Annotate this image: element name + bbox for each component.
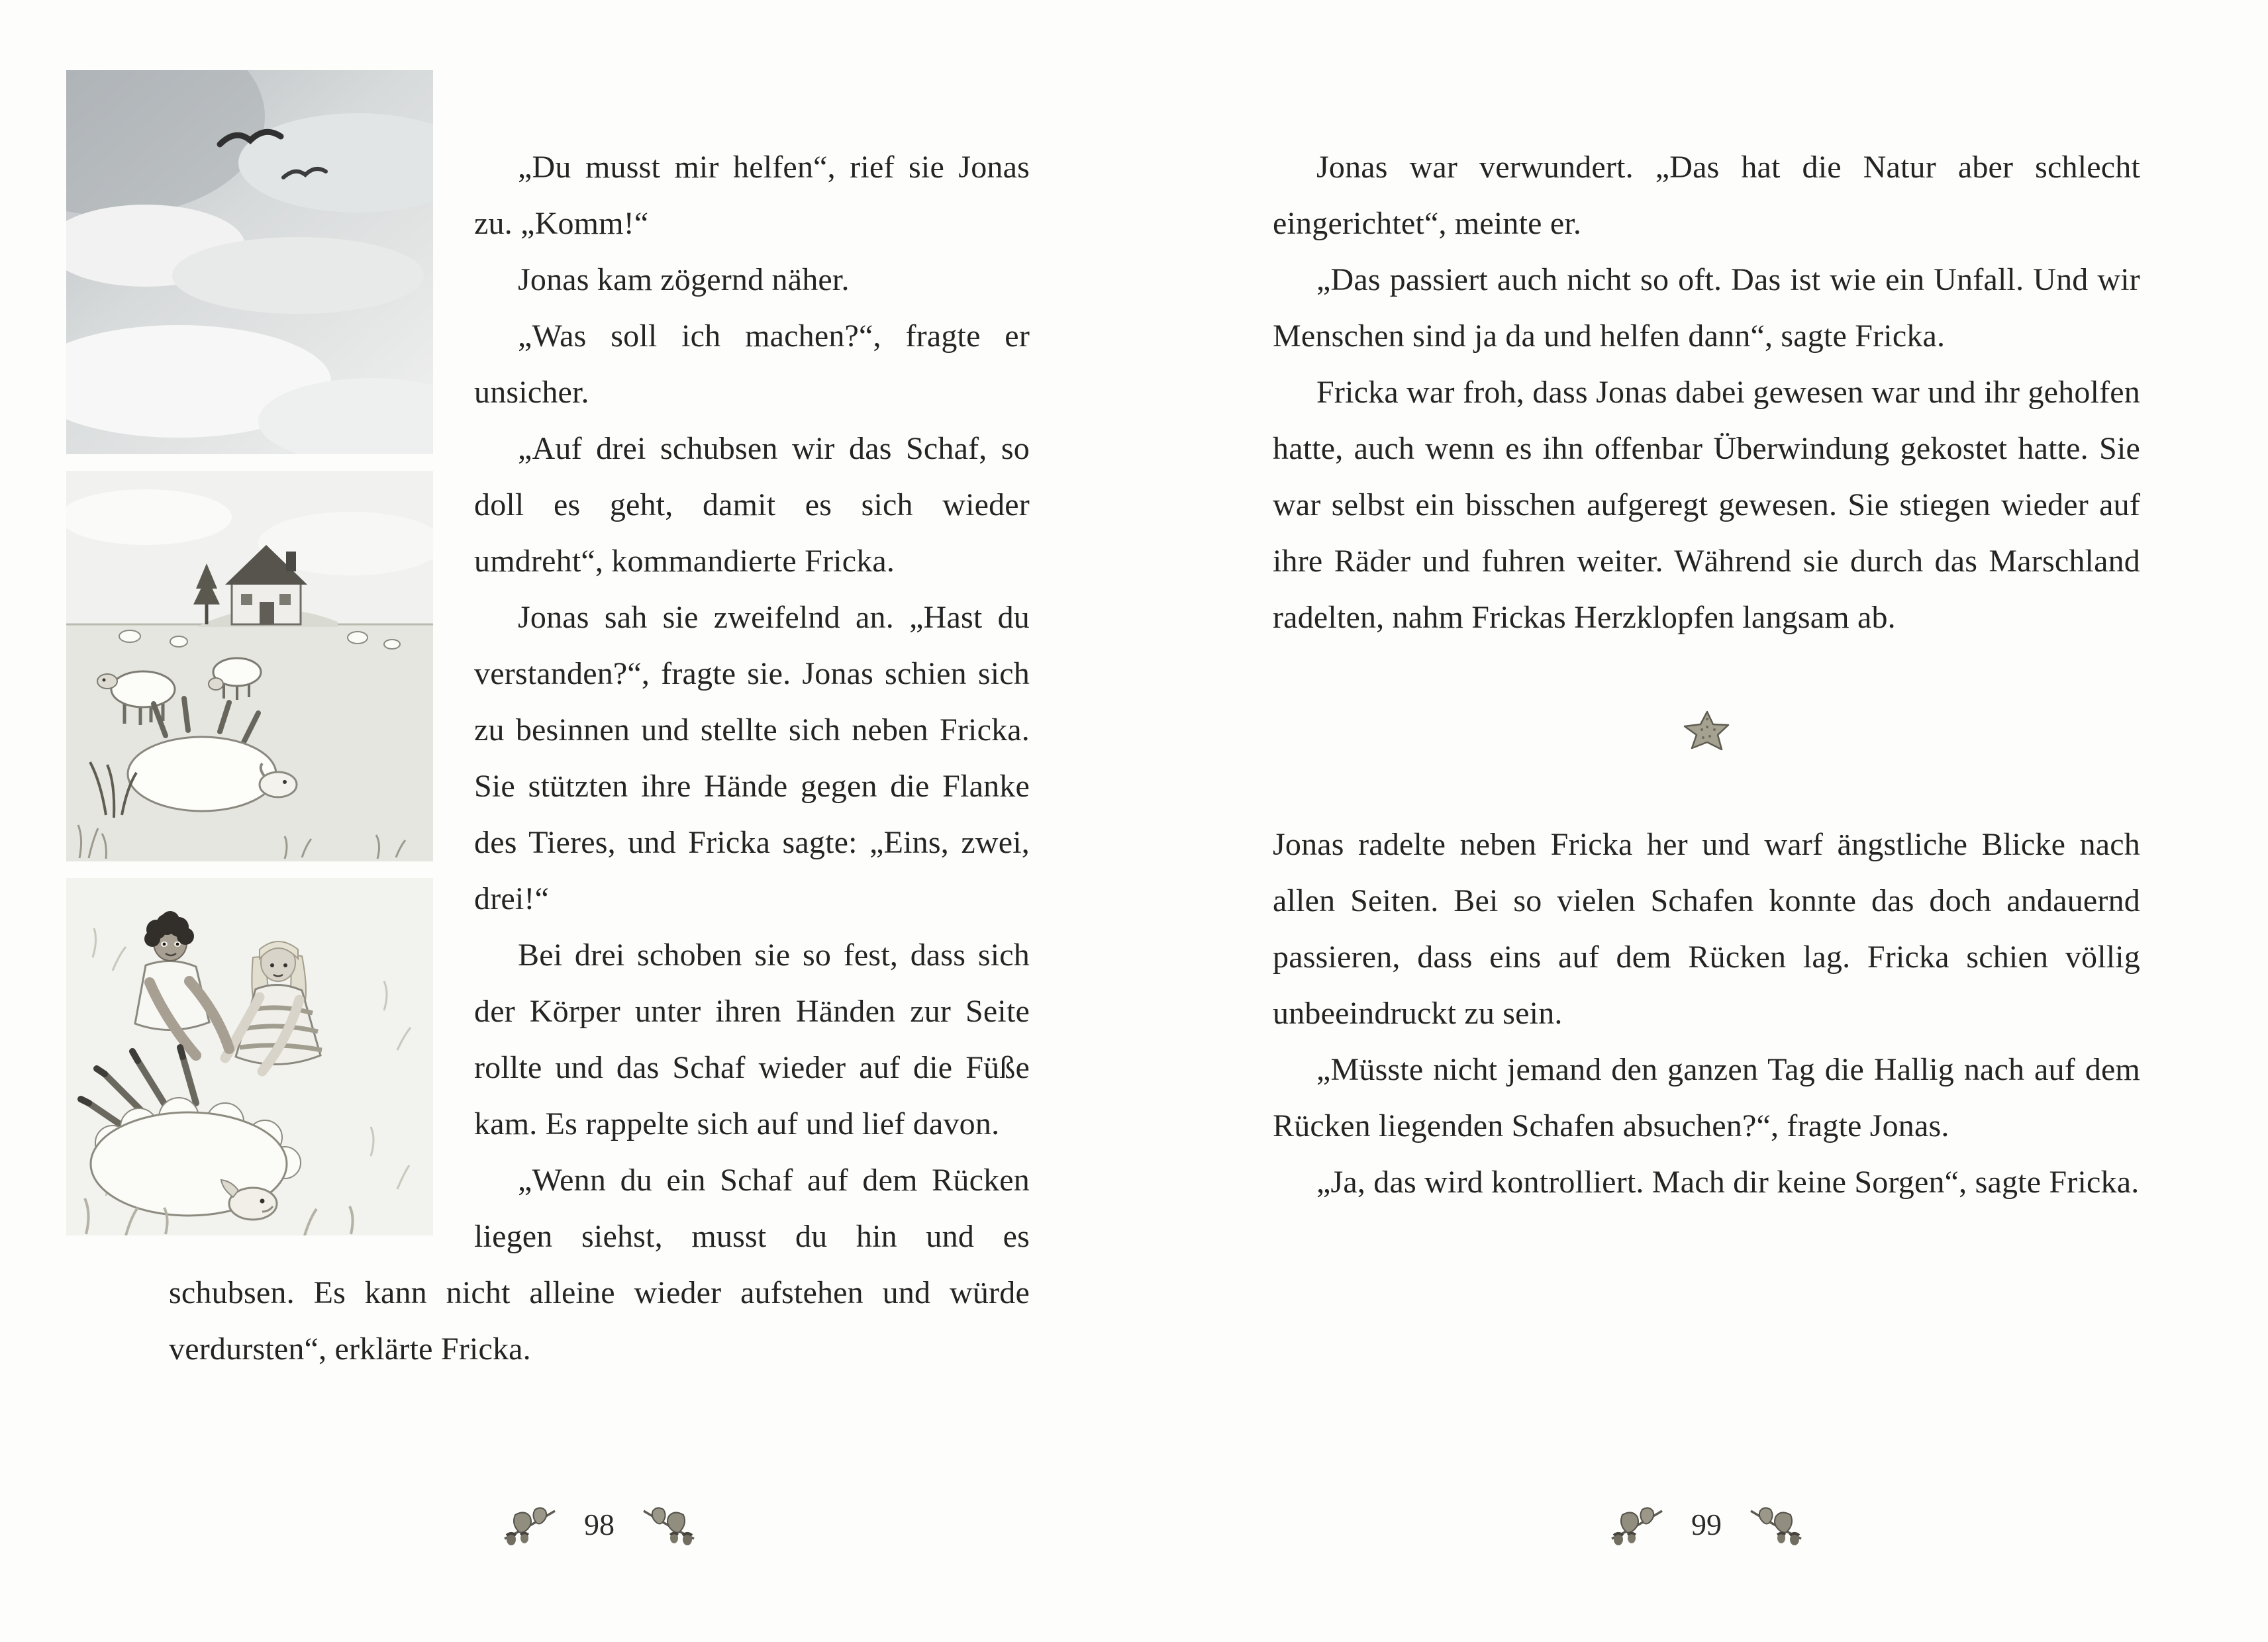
paragraph: Fricka war froh, dass Jonas dabei gewesen war und ihr geholfen hatte, auch wenn es ihn offenbar Überwindung gekostet hatte. Sie war selbst ein bisschen aufgeregt gewesen. Sie stiegen wieder auf ihre Räder und fuhren weiter. Während sie durch das Marschland radelten, nahm Frickas Herzklopfen langsam ab. [1273, 375, 2140, 635]
starfish-icon [1678, 710, 1735, 752]
paragraph: Jonas war verwundert. „Das hat die Natur aber schlecht eingerichtet“, meinte er. [1273, 150, 2140, 241]
illustration-column [66, 70, 433, 1252]
children-righting-sheep-illustration [66, 878, 433, 1235]
paragraph: „Ja, das wird kontrolliert. Mach dir keine Sorgen“, sagte Fricka. [1316, 1165, 2140, 1200]
paragraph: Jonas sah sie zweifelnd an. „Hast du verstanden?“, fragte sie. Jonas schien sich zu besinnen und stellte sich neben Fricka. Sie stützten ihre Hände gegen die Flanke des Tieres, und Fricka sagte: „Eins, zwei, drei!“ [474, 600, 1030, 916]
sky-illustration-svg [66, 70, 433, 454]
paragraph: „Was soll ich machen?“, fragte er unsicher. [474, 318, 1030, 410]
paragraph: „Wenn du ein Schaf auf dem Rücken liegen siehst, musst du hin und es schubsen. Es kann nicht alleine wieder aufstehen und würde verdursten“, erklärte Fricka. [169, 1163, 1030, 1367]
paragraph: Jonas kam zögernd näher. [518, 262, 850, 297]
paragraph: „Müsste nicht jemand den ganzen Tag die Hallig nach auf dem Rücken liegenden Schafen absuchen?“, fragte Jonas. [1273, 1052, 2140, 1143]
paragraph: „Auf drei schubsen wir das Schaf, so doll es geht, damit es sich wieder umdreht“, kommandierte Fricka. [474, 431, 1030, 579]
right-page-text [1273, 139, 2140, 1210]
paragraph: Jonas radelte neben Fricka her und warf ängstliche Blicke nach allen Seiten. Bei so vielen Schafen konnte das doch andauernd passieren, dass eins auf dem Rücken lag. Fricka schien völlig unbeeindruckt zu sein. [1273, 827, 2140, 1031]
meadow-with-sheep-illustration [66, 471, 433, 861]
page-number: 98 [584, 1508, 615, 1541]
right-page-footer [1273, 1494, 2140, 1553]
oak-leaf-sprig-icon [1746, 1502, 1806, 1545]
sky-with-birds-illustration [66, 70, 433, 454]
paragraph: „Du musst mir helfen“, rief sie Jonas zu. „Komm!“ [474, 150, 1030, 241]
oak-leaf-sprig-icon [638, 1502, 699, 1545]
paragraph: Bei drei schoben sie so fest, dass sich der Körper unter ihren Händen zur Seite rollte und das Schaf wieder auf die Füße kam. Es rappelte sich auf und lief davon. [474, 938, 1030, 1141]
paragraph: „Das passiert auch nicht so oft. Das ist wie ein Unfall. Und wir Menschen sind ja da und helfen dann“, sagte Fricka. [1273, 262, 2140, 354]
section-divider [1273, 646, 2140, 816]
oak-leaf-sprig-icon [1606, 1502, 1667, 1545]
children-illustration-svg [66, 878, 433, 1235]
meadow-illustration-svg [66, 471, 433, 861]
oak-leaf-sprig-icon [499, 1502, 560, 1545]
page-number: 99 [1691, 1508, 1722, 1541]
right-page [1134, 0, 2268, 1642]
left-page-footer [169, 1494, 1030, 1553]
left-page-text [169, 139, 1030, 1377]
